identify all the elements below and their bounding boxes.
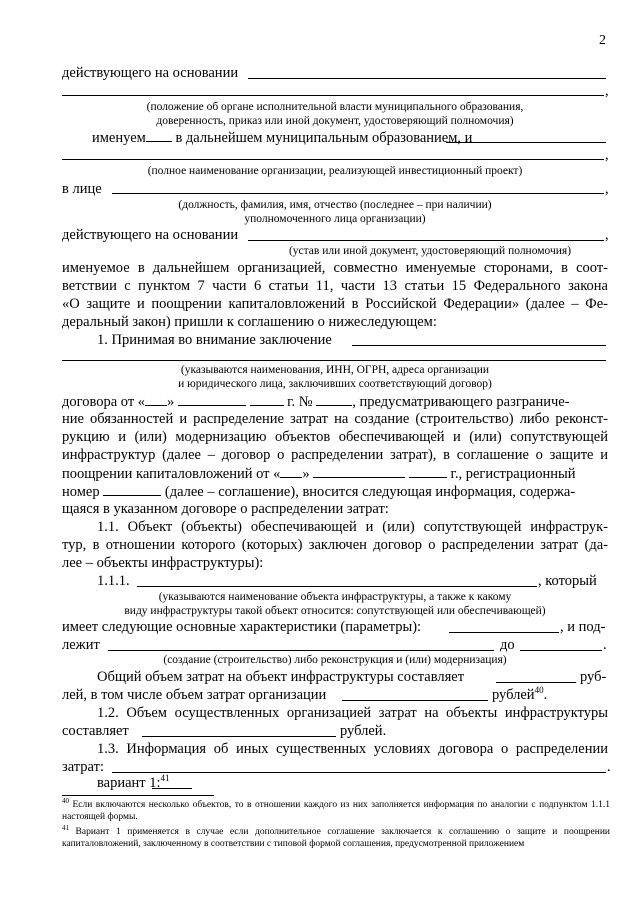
text-fragment: рублей (492, 687, 535, 703)
comma: , (605, 83, 609, 99)
footnote-ref[interactable]: 41 (160, 773, 170, 784)
paragraph-line: ветствии с пунктом 7 части 6 статьи 11, части 13 статьи 15 Федерального закона (62, 278, 608, 294)
text-fragment: имеет следующие основные характеристики (параметры): (62, 619, 422, 635)
field-caption: доверенность, приказ или иной документ, удостоверяющий полномочия) (156, 115, 514, 127)
item-number: 1.1.1. (97, 573, 130, 589)
text-fragment: затрат: (62, 759, 104, 775)
blank-field[interactable] (342, 700, 488, 701)
text-line (62, 64, 238, 82)
blank-field[interactable] (248, 240, 604, 241)
footnote-number: 41 (62, 823, 69, 832)
footnote-text: Вариант 1 применяется в случае если дополнительное соглашение заключается к соглашению о защите и поощрении капиталовложений, заключенному в соответствии с типовой формой соглашения, предусмотренной приложением (62, 827, 610, 849)
blank-field[interactable] (137, 586, 537, 587)
blank-field[interactable] (496, 682, 576, 683)
text-fragment: поощрении капиталовложений от « (62, 466, 281, 482)
label-named: именуем (92, 130, 146, 146)
label-number: г. № (287, 394, 313, 410)
label-person: в лице (62, 181, 102, 197)
blank-field[interactable] (280, 464, 302, 478)
paragraph-line: 1.3. Информация об иных существенных условиях договора о распределении (97, 741, 608, 757)
comma: , (605, 227, 609, 243)
page-number: 2 (599, 33, 606, 48)
text-fragment: . (603, 637, 607, 653)
field-caption: (устав или иной документ, удостоверяющий полномочия) (288, 245, 572, 257)
text-fragment: вариант 1: (97, 775, 161, 791)
comma: , (605, 147, 609, 163)
text-line (62, 464, 576, 483)
text-fragment: , который (538, 573, 597, 589)
blank-field[interactable] (62, 360, 606, 361)
text-fragment: г., регистрационный (450, 466, 576, 482)
text-fragment: (далее – соглашение), вносится следующая информация, содержа- (164, 484, 576, 500)
footnote-ref[interactable]: 40 (534, 685, 544, 696)
field-caption: (указываются наименования, ИНН, ОГРН, адреса организации (180, 364, 490, 376)
field-caption: виду инфраструктуры такой объект относится: сопутствующей или обеспечивающей) (124, 605, 546, 617)
text-fragment: лежит (62, 637, 100, 653)
text-fragment: , предусматривающего разграниче- (352, 394, 570, 410)
quote-mark: » (167, 394, 175, 410)
label-municipal: в дальнейшем муниципальным образованием, и (175, 130, 473, 146)
blank-field[interactable] (178, 392, 246, 406)
comma: , (605, 181, 609, 197)
blank-field[interactable] (108, 650, 494, 651)
text-fragment: Общий объем затрат на объект инфраструктуры составляет (97, 669, 465, 685)
field-caption: и юридического лица, заключивших соответствующий договор) (178, 378, 492, 390)
paragraph-line: щаяся в указанном договоре о распределении затрат: (62, 501, 389, 517)
text-fragment (492, 686, 547, 704)
blank-field[interactable] (103, 482, 161, 496)
text-fragment: . (543, 687, 548, 703)
label-basis: действующего на основании (62, 227, 239, 243)
blank-field[interactable] (248, 78, 606, 79)
field-caption: (указываются наименование объекта инфраструктуры, а также к какому (158, 591, 512, 603)
blank-field[interactable] (446, 142, 606, 143)
paragraph-line: рукцию и (или) модернизацию объектов обеспечивающей и (или) сопутствующей (62, 429, 608, 445)
blank-field[interactable] (142, 736, 336, 737)
blank-field[interactable] (152, 788, 192, 789)
blank-field[interactable] (313, 464, 405, 478)
footnote-41 (62, 823, 610, 850)
label-contract-date: договора от « (62, 394, 146, 410)
blank-field[interactable] (62, 159, 604, 160)
text-fragment: руб- (580, 669, 607, 685)
label-basis: действующего на основании (62, 65, 239, 81)
blank-field[interactable] (145, 392, 167, 406)
blank-field[interactable] (409, 464, 447, 478)
blank-field[interactable] (449, 632, 559, 633)
text-fragment: , и под- (560, 619, 606, 635)
paragraph-line: 1.1. Объект (объекты) обеспечивающей и (или) сопутствующей инфраструк- (97, 519, 608, 535)
paragraph-line: деральный закон) пришли к соглашению о нижеследующем: (62, 314, 437, 330)
quote-mark: » (302, 466, 310, 482)
variant-label (97, 774, 170, 792)
text-fragment: рублей. (340, 723, 387, 739)
text-fragment: лей, в том числе объем затрат организации (62, 687, 327, 703)
footnote-separator (62, 795, 214, 796)
item-heading: 1. Принимая во внимание заключение (97, 332, 332, 348)
label-number: номер (62, 484, 100, 500)
field-caption: уполномоченного лица организации) (244, 213, 426, 225)
footnote-number: 40 (62, 796, 69, 805)
text-fragment: до (500, 637, 515, 653)
text-line (62, 482, 575, 501)
text-line (92, 128, 472, 147)
field-caption: (полное наименование организации, реализующей инвестиционный проект) (147, 165, 523, 177)
paragraph-line: «О защите и поощрении капиталовложений в Российской Федерации» (далее – Фе- (62, 296, 608, 312)
paragraph-line: ние обязанностей и распределение затрат на создание (строительство) либо реконст- (62, 411, 608, 427)
blank-field[interactable] (112, 193, 604, 194)
paragraph-line: именуемое в дальнейшем организацией, совместно именуемые сторонами, в соот- (62, 260, 608, 276)
footnote-text: Если включаются несколько объектов, то в отношении каждого из них заполняется информация по аналогии с подпунктом 1.1.1 настоящей формы. (62, 800, 610, 822)
field-caption: (положение об органе исполнительной власти муниципального образования, (146, 101, 524, 113)
paragraph-line: тур, в отношении которого (которых) заключен договор о распределении затрат (да- (62, 537, 608, 553)
footnote-40 (62, 796, 610, 823)
blank-field[interactable] (352, 345, 606, 346)
text-line (62, 392, 570, 411)
blank-field[interactable] (146, 128, 172, 142)
text-fragment: . (607, 759, 611, 775)
blank-field[interactable] (250, 392, 284, 406)
blank-field[interactable] (62, 95, 604, 96)
text-fragment: составляет (62, 723, 129, 739)
paragraph-line: инфраструктур (далее – договор о распределении затрат), в соглашение о защите и (62, 447, 608, 463)
field-caption: (создание (строительство) либо реконструкция и (или) модернизация) (163, 654, 507, 666)
paragraph-line: 1.2. Объем осуществленных организацией затрат на объекты инфраструктуры (97, 705, 608, 721)
field-caption: (должность, фамилия, имя, отчество (последнее – при наличии) (178, 199, 492, 211)
blank-field[interactable] (112, 772, 606, 773)
blank-field[interactable] (316, 392, 352, 406)
paragraph-line: лее – объекты инфраструктуры): (62, 555, 264, 571)
blank-field[interactable] (520, 650, 602, 651)
